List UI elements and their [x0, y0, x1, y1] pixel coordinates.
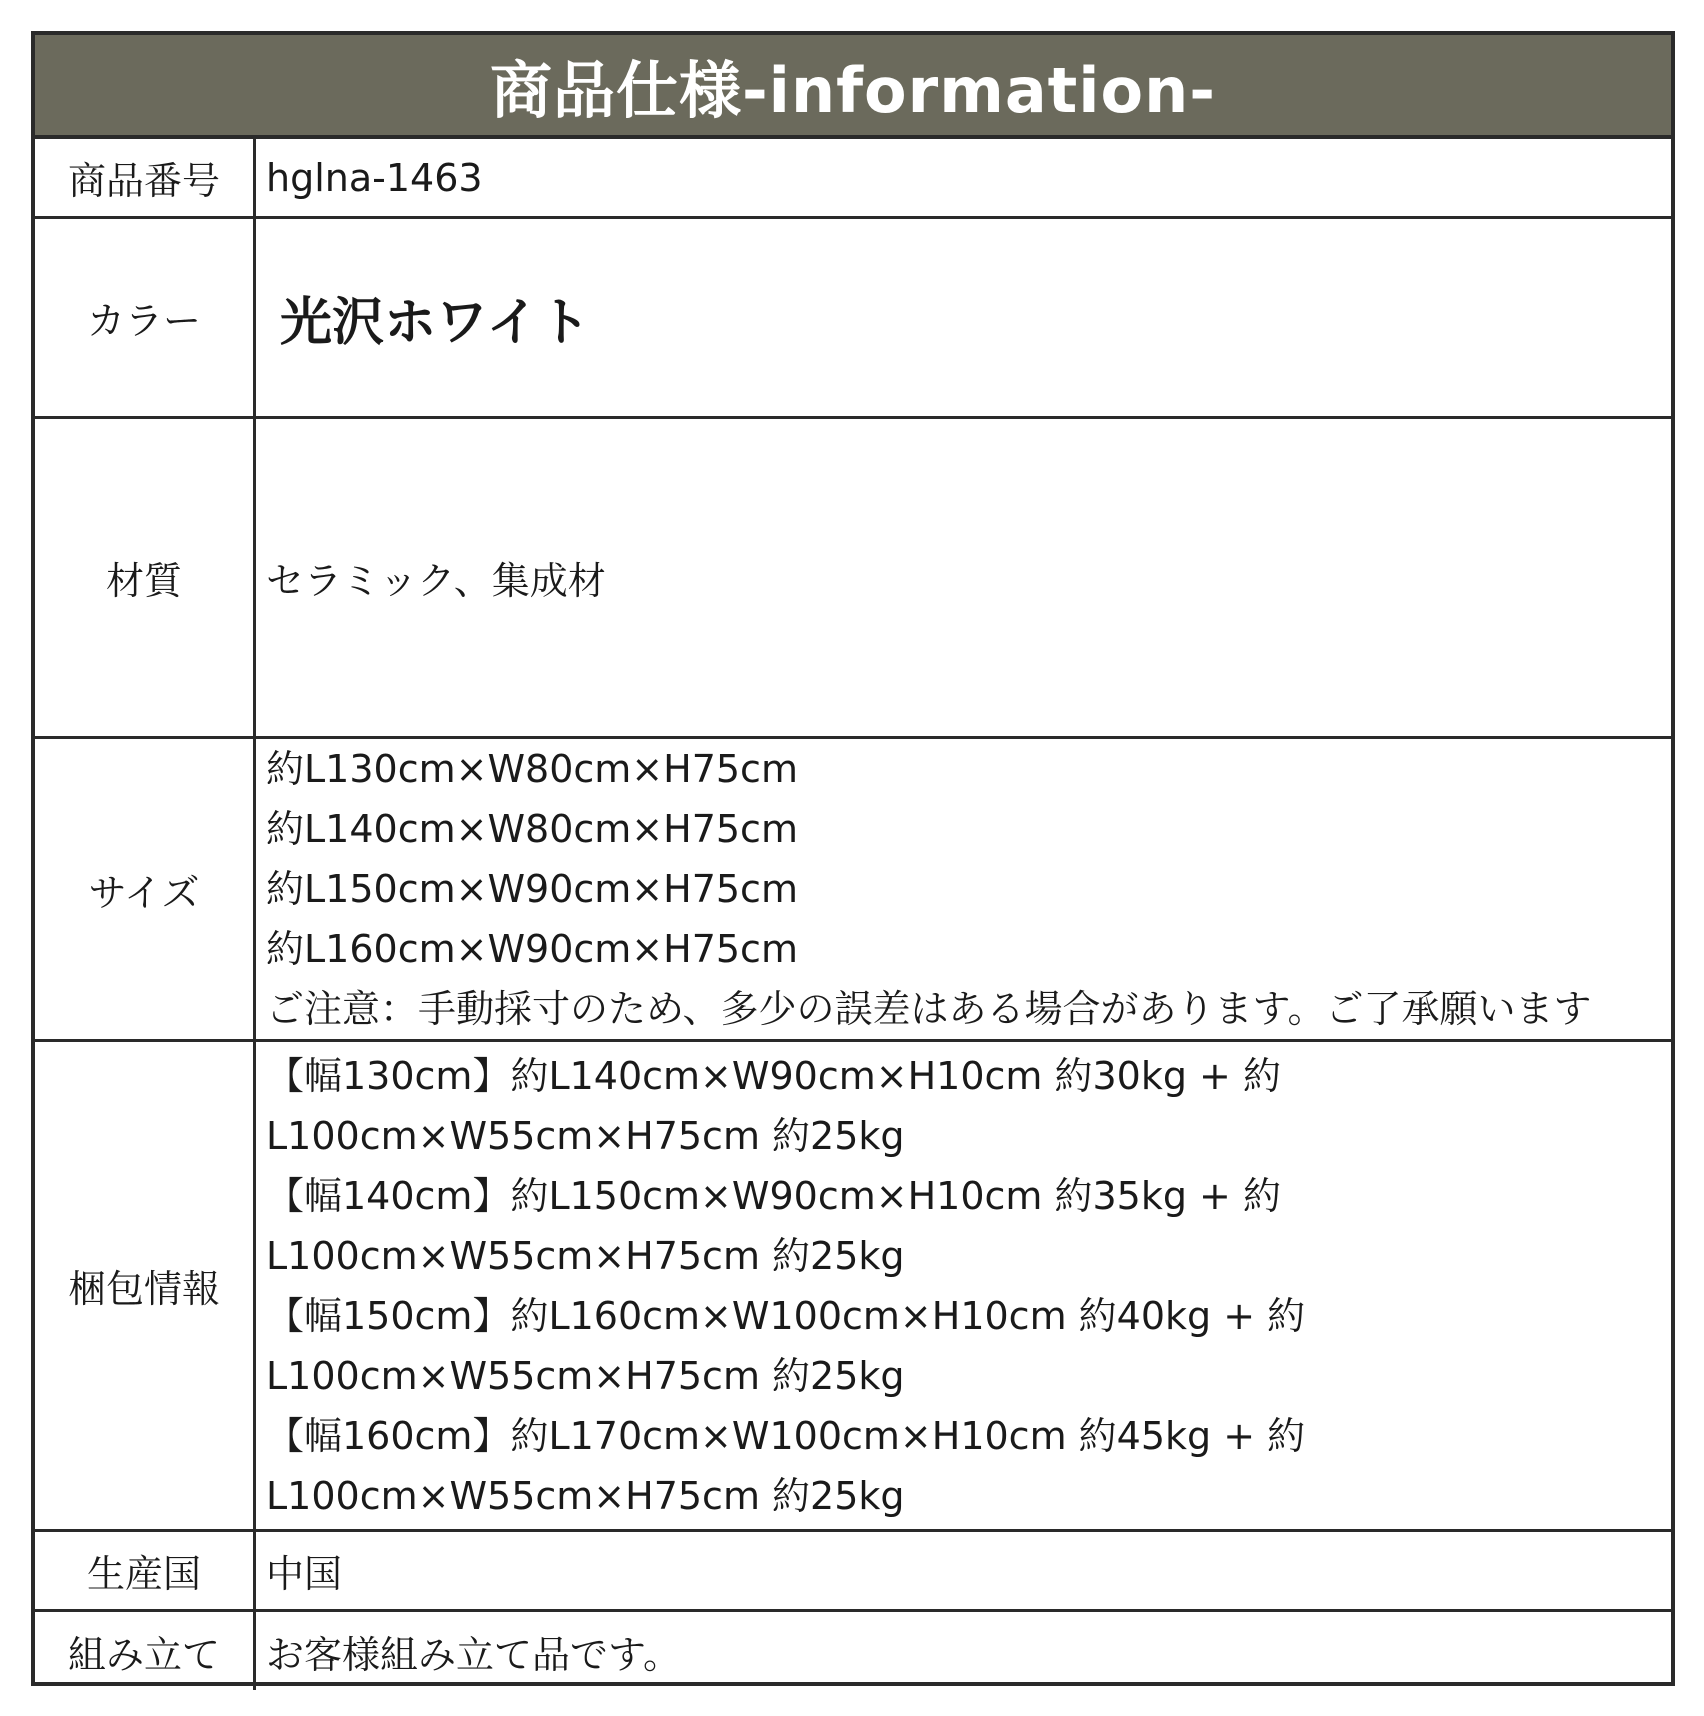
spec-title: 商品仕様-information- [35, 35, 1671, 139]
row-value [256, 1042, 1671, 1529]
size-line: 約L130cm×W80cm×H75cm [266, 747, 798, 791]
row-value: 中国 [266, 1552, 343, 1596]
size-line: 約L150cm×W90cm×H75cm [266, 867, 798, 911]
size-line: 約L140cm×W80cm×H75cm [266, 807, 798, 851]
row-label: 梱包情報 [35, 1042, 256, 1529]
row-color [35, 219, 1671, 419]
row-value: セラミック、集成材 [266, 559, 606, 603]
row-assembly [35, 1612, 1671, 1690]
row-material [35, 419, 1671, 739]
row-packing-info [35, 1042, 1671, 1532]
row-value: 光沢ホワイト [280, 293, 591, 353]
row-size [35, 739, 1671, 1042]
row-label: カラー [35, 219, 256, 416]
row-label: 材質 [35, 419, 256, 736]
size-line: 約L160cm×W90cm×H75cm [266, 927, 798, 971]
row-label: 組み立て [35, 1612, 256, 1690]
packing-line: 【幅150cm】約L160cm×W100cm×H10cm 約40kg + 約 [266, 1293, 1306, 1338]
row-label: 生産国 [35, 1532, 256, 1609]
packing-line: 【幅140cm】約L150cm×W90cm×H10cm 約35kg + 約 [266, 1173, 1281, 1218]
packing-line: 【幅130cm】約L140cm×W90cm×H10cm 約30kg + 約 [266, 1053, 1281, 1098]
packing-line: L100cm×W55cm×H75cm 約25kg [266, 1113, 905, 1158]
row-label: 商品番号 [35, 139, 256, 216]
row-label: サイズ [35, 739, 256, 1039]
spec-table [31, 31, 1675, 1686]
packing-line: L100cm×W55cm×H75cm 約25kg [266, 1353, 905, 1398]
row-value: hglna-1463 [266, 155, 483, 200]
size-note: ご注意：手動採寸のため、多少の誤差はある場合があります。ご了承願います [266, 987, 1592, 1031]
row-product-code [35, 139, 1671, 219]
packing-line: L100cm×W55cm×H75cm 約25kg [266, 1233, 905, 1278]
row-origin [35, 1532, 1671, 1612]
packing-line: L100cm×W55cm×H75cm 約25kg [266, 1473, 905, 1518]
packing-line: 【幅160cm】約L170cm×W100cm×H10cm 約45kg + 約 [266, 1413, 1306, 1458]
row-value [256, 739, 1671, 1039]
row-value: お客様組み立て品です。 [266, 1632, 681, 1677]
